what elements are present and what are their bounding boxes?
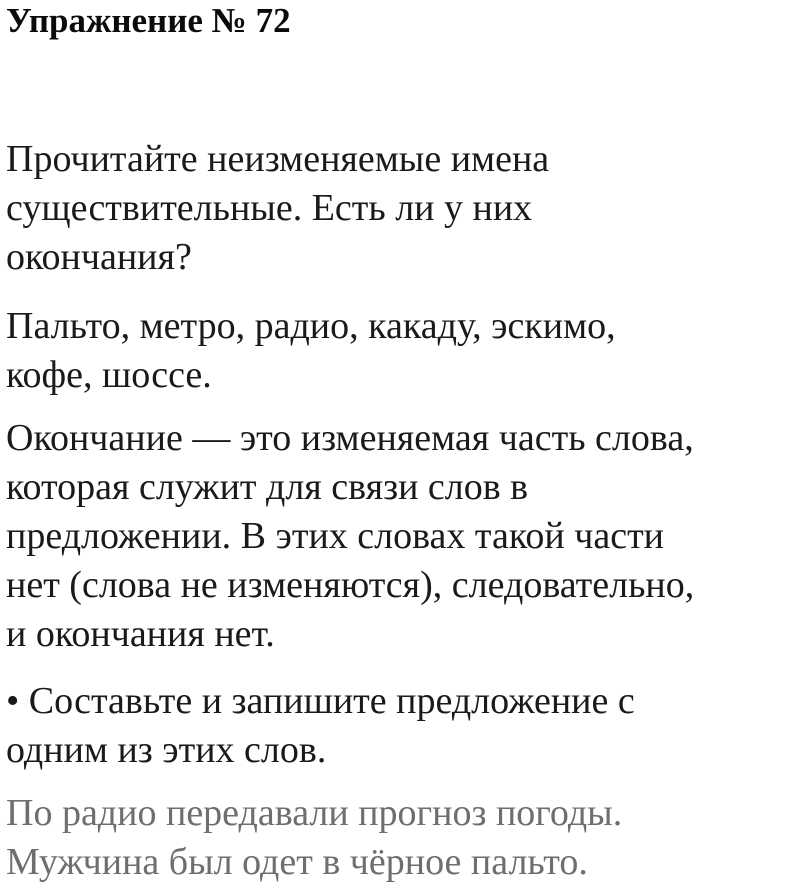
word-list-line: Пальто, метро, радио, какаду, эскимо, <box>6 305 616 347</box>
explanation-line: предложении. В этих словах такой части <box>6 515 665 557</box>
bullet-task <box>6 677 635 775</box>
word-list-line: кофе, шоссе. <box>6 354 212 396</box>
word-list <box>6 302 616 400</box>
explanation-line: Окончание — это изменяемая часть слова, <box>6 417 694 459</box>
answer-line: По радио передавали прогноз погоды. <box>6 792 623 834</box>
explanation-line: которая служит для связи слов в <box>6 466 529 508</box>
task-line: окончания? <box>6 236 192 278</box>
answer-text <box>6 789 622 887</box>
answer-line: Мужчина был одет в чёрное пальто. <box>6 841 588 883</box>
task-line: Прочитайте неизменяемые имена <box>6 138 550 180</box>
exercise-title: Упражнение № 72 <box>6 1 291 40</box>
explanation-paragraph <box>6 414 694 659</box>
bullet-task-line: одним из этих слов. <box>6 729 327 771</box>
task-line: существительные. Есть ли у них <box>6 187 533 229</box>
explanation-line: и окончания нет. <box>6 613 275 655</box>
explanation-line: нет (слова не изменяются), следовательно, <box>6 564 695 606</box>
task-instruction <box>6 135 549 282</box>
bullet-task-line: • Составьте и запишите предложение с <box>6 680 635 722</box>
